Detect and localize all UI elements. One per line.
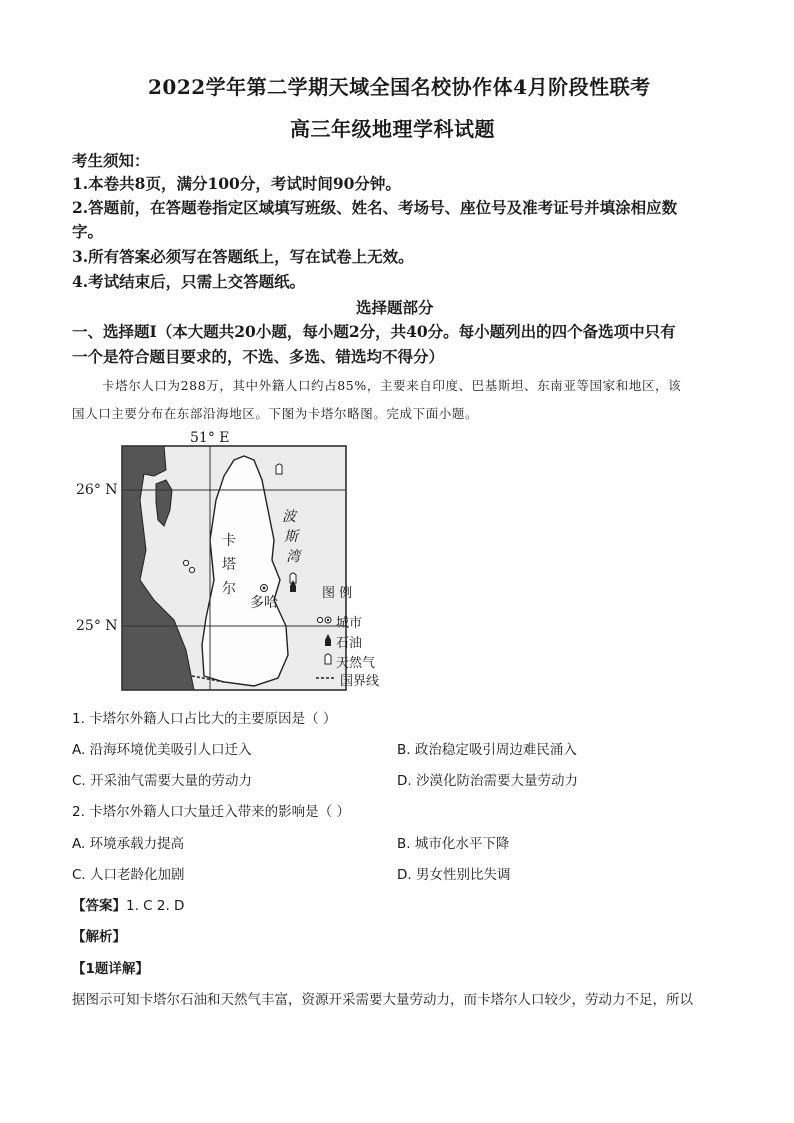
notice-heading: 考生须知：: [72, 151, 150, 170]
legend-city-icon: [317, 617, 322, 622]
answer-row: [72, 894, 184, 914]
lat-26-label: 26° N: [76, 482, 118, 498]
question-1-option-c: C. 开采油气需要大量的劳动力: [72, 773, 253, 789]
question-2-option-c: C. 人口老龄化加剧: [72, 867, 185, 883]
section-instruction-2: 一个是符合题目要求的，不选、多选、错选均不得分）: [72, 347, 445, 366]
analysis-detail-label: 【1题详解】: [72, 961, 149, 977]
legend-border: 国界线: [340, 674, 380, 689]
analysis-text: 据图示可知卡塔尔石油和天然气丰富，资源开采需要大量劳动力，而卡塔尔人口较少，劳动力不足，所以: [72, 992, 693, 1008]
lon-label: 51° E: [190, 430, 230, 446]
gas-icon: [276, 464, 282, 474]
qatar-map: [74, 430, 394, 698]
legend-city: 城市: [336, 616, 363, 631]
legend-gas-icon: [325, 654, 331, 664]
legend-oil: 石油: [336, 636, 363, 651]
notice-item-1: 1.本卷共8页，满分100分，考试时间90分钟。: [72, 174, 401, 193]
legend-gas: 天然气: [336, 656, 376, 671]
notice-item-2: 2.答题前，在答题卷指定区域填写班级、姓名、考场号、座位号及准考证号并填涂相应数: [72, 198, 678, 217]
country-label-2: 塔: [222, 557, 236, 573]
question-1-option-a: A. 沿海环境优美吸引人口迁入: [72, 742, 252, 758]
answer-label: 【答案】: [72, 898, 126, 914]
lat-25-label: 25° N: [76, 618, 118, 634]
analysis-label: 【解析】: [72, 929, 126, 945]
question-2-option-d: D. 男女性别比失调: [397, 867, 511, 883]
section-title: 选择题部分: [356, 298, 434, 317]
notice-item-2-cont: 字。: [72, 222, 104, 241]
city-label-doha: 多哈: [250, 595, 278, 611]
question-1-stem: 1. 卡塔尔外籍人口占比大的主要原因是（ ）: [72, 711, 337, 727]
notice-item-3: 3.所有答案必须写在答题纸上，写在试卷上无效。: [72, 247, 414, 266]
answer-value: 1. C 2. D: [126, 898, 185, 914]
question-2-option-a: A. 环境承载力提高: [72, 836, 185, 852]
legend-title: 图 例: [322, 586, 353, 601]
sea-label-3: 湾: [286, 549, 300, 565]
question-1-option-d: D. 沙漠化防治需要大量劳动力: [397, 773, 578, 789]
question-1-option-b: B. 政治稳定吸引周边难民涌入: [397, 742, 577, 758]
section-instruction-1: 一、选择题Ⅰ（本大题共20小题，每小题2分，共40分。每小题列出的四个备选项中只有: [72, 322, 676, 341]
sea-label-1: 波: [282, 509, 296, 525]
passage-line-2: 国人口主要分布在东部沿海地区。下图为卡塔尔略图。完成下面小题。: [72, 406, 479, 421]
sea-label-2: 斯: [284, 529, 298, 545]
city-icon: [183, 560, 188, 565]
question-2-option-b: B. 城市化水平下降: [397, 836, 510, 852]
question-2-stem: 2. 卡塔尔外籍人口大量迁入带来的影响是（ ）: [72, 804, 350, 820]
exam-subtitle: 高三年级地理学科试题: [290, 117, 495, 141]
notice-item-4: 4.考试结束后，只需上交答题纸。: [72, 272, 306, 291]
city-icon: [189, 567, 194, 572]
passage-line-1: 卡塔尔人口为288万，其中外籍人口约占85%，主要来自印度、巴基斯坦、东南亚等国家和地区，该: [102, 378, 682, 393]
country-label-1: 卡: [222, 533, 236, 549]
country-label-3: 尔: [222, 581, 236, 597]
exam-title: 2022学年第二学期天域全国名校协作体4月阶段性联考: [148, 75, 651, 99]
